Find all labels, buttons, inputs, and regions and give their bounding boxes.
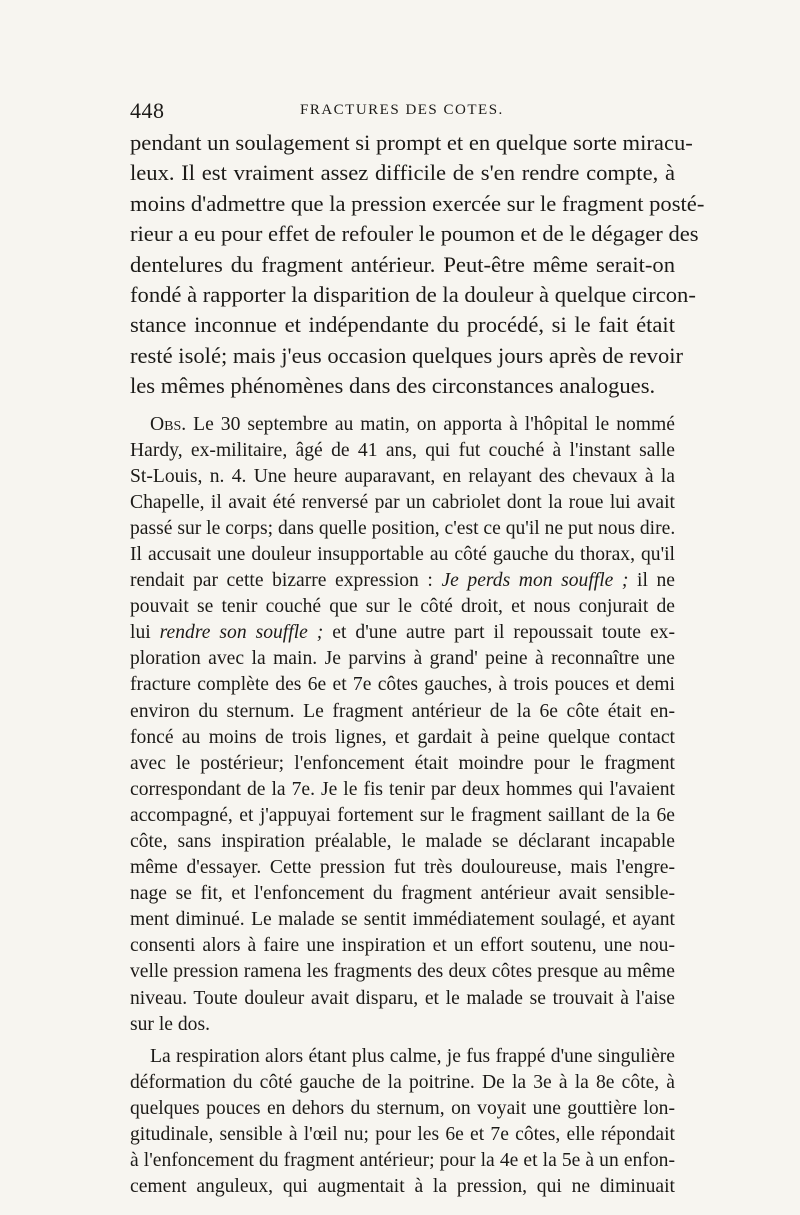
- body-text: [130, 128, 705, 1200]
- text-line: [130, 620, 675, 646]
- text-line: côte, sans inspiration préalable, le malade se déclarant incapable: [130, 831, 675, 853]
- text-line: fondé à rapporter la disparition de la douleur à quelque circon-: [130, 281, 696, 307]
- observation-label: Obs.: [150, 413, 187, 435]
- page-number: 448: [130, 98, 165, 123]
- text-fragment: il ne: [628, 570, 675, 592]
- page-header: [130, 98, 670, 128]
- text-line: gitudinale, sensible à l'œil nu; pour les 6e et 7e côtes, elle répondait: [130, 1124, 675, 1146]
- text-line: moins d'admettre que la pression exercée sur le fragment posté-: [130, 190, 705, 216]
- text-line: nage se fit, et l'enfoncement du fragment antérieur avait sensible-: [130, 883, 675, 905]
- text-line: Il accusait une douleur insupportable au côté gauche du thorax, qu'il: [130, 543, 675, 565]
- text-line: La respiration alors étant plus calme, je fus frappé d'une singulière: [150, 1045, 675, 1067]
- running-title: FRACTURES DES COTES.: [300, 102, 504, 118]
- text-line: passé sur le corps; dans quelle position, c'est ce qu'il ne put nous dire.: [130, 517, 676, 539]
- text-line: foncé au moins de trois lignes, et gardait à peine quelque contact: [130, 726, 675, 748]
- text-line: niveau. Toute douleur avait disparu, et le malade se trouvait à l'aise: [130, 987, 675, 1009]
- text-fragment: rendait par cette bizarre expression :: [130, 570, 442, 592]
- text-line: velle pression ramena les fragments des deux côtes presque au même: [130, 961, 675, 983]
- text-fragment: et d'une autre part il repoussait toute ex-: [323, 622, 675, 644]
- text-line: consenti alors à faire une inspiration et un effort soutenu, une nou-: [130, 935, 675, 957]
- text-line: ploration avec la main. Je parvins à grand' peine à reconnaître une: [130, 648, 675, 670]
- text-line: à l'enfoncement du fragment antérieur; pour la 4e et la 5e à un enfon-: [130, 1150, 675, 1172]
- text-line: quelques pouces en dehors du sternum, on voyait une gouttière lon-: [130, 1097, 675, 1119]
- text-line: [130, 412, 675, 438]
- text-line: pouvait se tenir couché que sur le côté droit, et nous conjurait de: [130, 596, 675, 618]
- paragraph-observation: [130, 412, 675, 1038]
- text-line: [130, 568, 675, 594]
- text-line: ment diminué. Le malade se sentit immédiatement soulagé, et ayant: [130, 909, 675, 931]
- text-line: dentelures du fragment antérieur. Peut-être même serait-on: [130, 251, 675, 277]
- text-line: cement anguleux, qui augmentait à la pression, qui ne diminuait: [130, 1176, 675, 1198]
- text-line: rieur a eu pour effet de refouler le poumon et de le dégager des: [130, 221, 699, 247]
- text-line: avec le postérieur; l'enfoncement était moindre pour le fragment: [130, 752, 675, 774]
- paragraph-3: [130, 1044, 675, 1201]
- quoted-phrase: rendre son souffle ;: [159, 622, 324, 644]
- text-line: pendant un soulagement si prompt et en quelque sorte miracu-: [130, 130, 693, 155]
- text-line: déformation du côté gauche de la poitrine. De la 3e à la 8e côte, à: [130, 1071, 675, 1093]
- text-line: même d'essayer. Cette pression fut très douloureuse, mais l'engre-: [130, 857, 675, 879]
- text-line: St-Louis, n. 4. Une heure auparavant, en relayant des chevaux à la: [130, 465, 675, 487]
- text-line: Hardy, ex-militaire, âgé de 41 ans, qui fut couché à l'instant salle: [130, 439, 675, 461]
- text-fragment: lui: [130, 622, 160, 644]
- text-line: accompagné, et j'appuyai fortement sur le fragment saillant de la 6e: [130, 804, 675, 826]
- text-fragment: Le 30 septembre au matin, on apporta à l'hôpital le nommé: [186, 413, 675, 435]
- quoted-phrase: Je perds mon souffle ;: [441, 570, 629, 592]
- text-line: environ du sternum. Le fragment antérieur de la 6e côte était en-: [130, 700, 675, 722]
- text-line: correspondant de la 7e. Je le fis tenir par deux hommes qui l'avaient: [130, 778, 675, 800]
- paragraph-1: [130, 128, 705, 402]
- text-line: sur le dos.: [130, 1013, 211, 1035]
- text-line: les mêmes phénomènes dans des circonstances analogues.: [130, 373, 656, 399]
- text-line: fracture complète des 6e et 7e côtes gauches, à trois pouces et demi: [130, 674, 675, 696]
- text-line: resté isolé; mais j'eus occasion quelques jours après de revoir: [130, 342, 684, 368]
- text-line: leux. Il est vraiment assez difficile de s'en rendre compte, à: [130, 160, 675, 186]
- text-line: stance inconnue et indépendante du procédé, si le fait était: [130, 312, 675, 338]
- text-line: Chapelle, il avait été renversé par un cabriolet dont la roue lui avait: [130, 491, 675, 513]
